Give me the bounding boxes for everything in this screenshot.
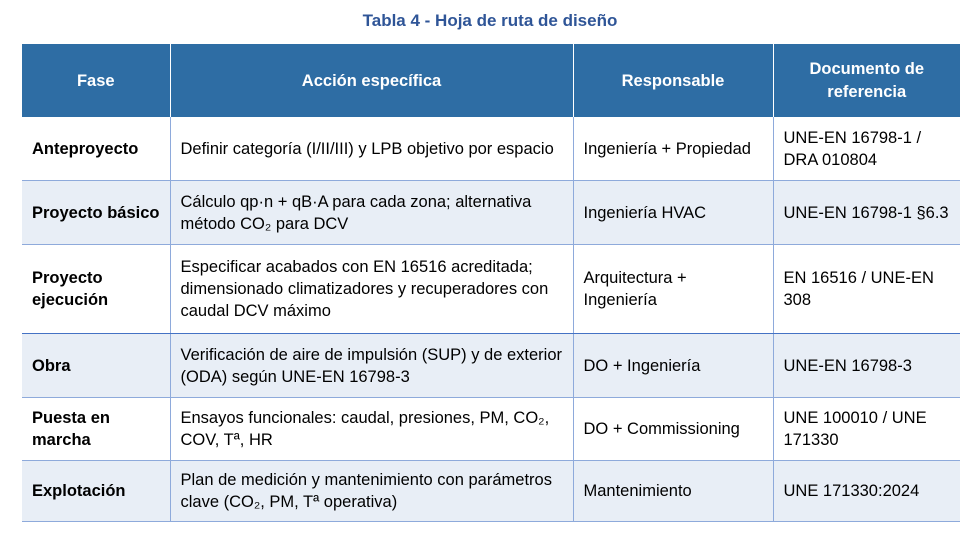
table-row [22,461,960,522]
cell-documento: UNE-EN 16798-3 [773,334,960,398]
cell-documento: UNE 100010 / UNE 171330 [773,398,960,461]
cell-accion: Ensayos funcionales: caudal, presiones, PM, CO₂, COV, Tª, HR [170,398,573,461]
cell-documento: UNE-EN 16798-1 / DRA 010804 [773,117,960,181]
cell-responsable: DO + Ingeniería [573,334,773,398]
table-row [22,245,960,334]
cell-fase: Proyecto básico [22,181,170,245]
header-accion-especifica: Acción específica [170,45,573,118]
cell-fase: Obra [22,334,170,398]
cell-accion: Plan de medición y mantenimiento con parámetros clave (CO₂, PM, Tª operativa) [170,461,573,522]
cell-documento: UNE 171330:2024 [773,461,960,522]
cell-accion: Verificación de aire de impulsión (SUP) y de exterior (ODA) según UNE-EN 16798-3 [170,334,573,398]
cell-responsable: Ingeniería HVAC [573,181,773,245]
cell-accion: Especificar acabados con EN 16516 acreditada; dimensionado climatizadores y recuperadores con caudal DCV máximo [170,245,573,334]
table-caption: Tabla 4 - Hoja de ruta de diseño [362,11,618,30]
header-documento-referencia: Documento de referencia [773,45,960,118]
table-row [22,398,960,461]
cell-responsable: Mantenimiento [573,461,773,522]
cell-fase: Puesta en marcha [22,398,170,461]
cell-fase: Explotación [22,461,170,522]
cell-documento: UNE-EN 16798-1 §6.3 [773,181,960,245]
cell-responsable: DO + Commissioning [573,398,773,461]
cell-responsable: Ingeniería + Propiedad [573,117,773,181]
cell-accion: Definir categoría (I/II/III) y LPB objetivo por espacio [170,117,573,181]
header-responsable: Responsable [573,45,773,118]
header-fase: Fase [22,45,170,118]
table-row [22,181,960,245]
cell-fase: Anteproyecto [22,117,170,181]
cell-documento: EN 16516 / UNE-EN 308 [773,245,960,334]
cell-fase: Proyecto ejecución [22,245,170,334]
cell-accion: Cálculo qp·n + qB·A para cada zona; alternativa método CO₂ para DCV [170,181,573,245]
table-row [22,334,960,398]
design-roadmap-table [22,44,960,522]
table-row [22,117,960,181]
cell-responsable: Arquitectura + Ingeniería [573,245,773,334]
table-header-row [22,45,960,118]
